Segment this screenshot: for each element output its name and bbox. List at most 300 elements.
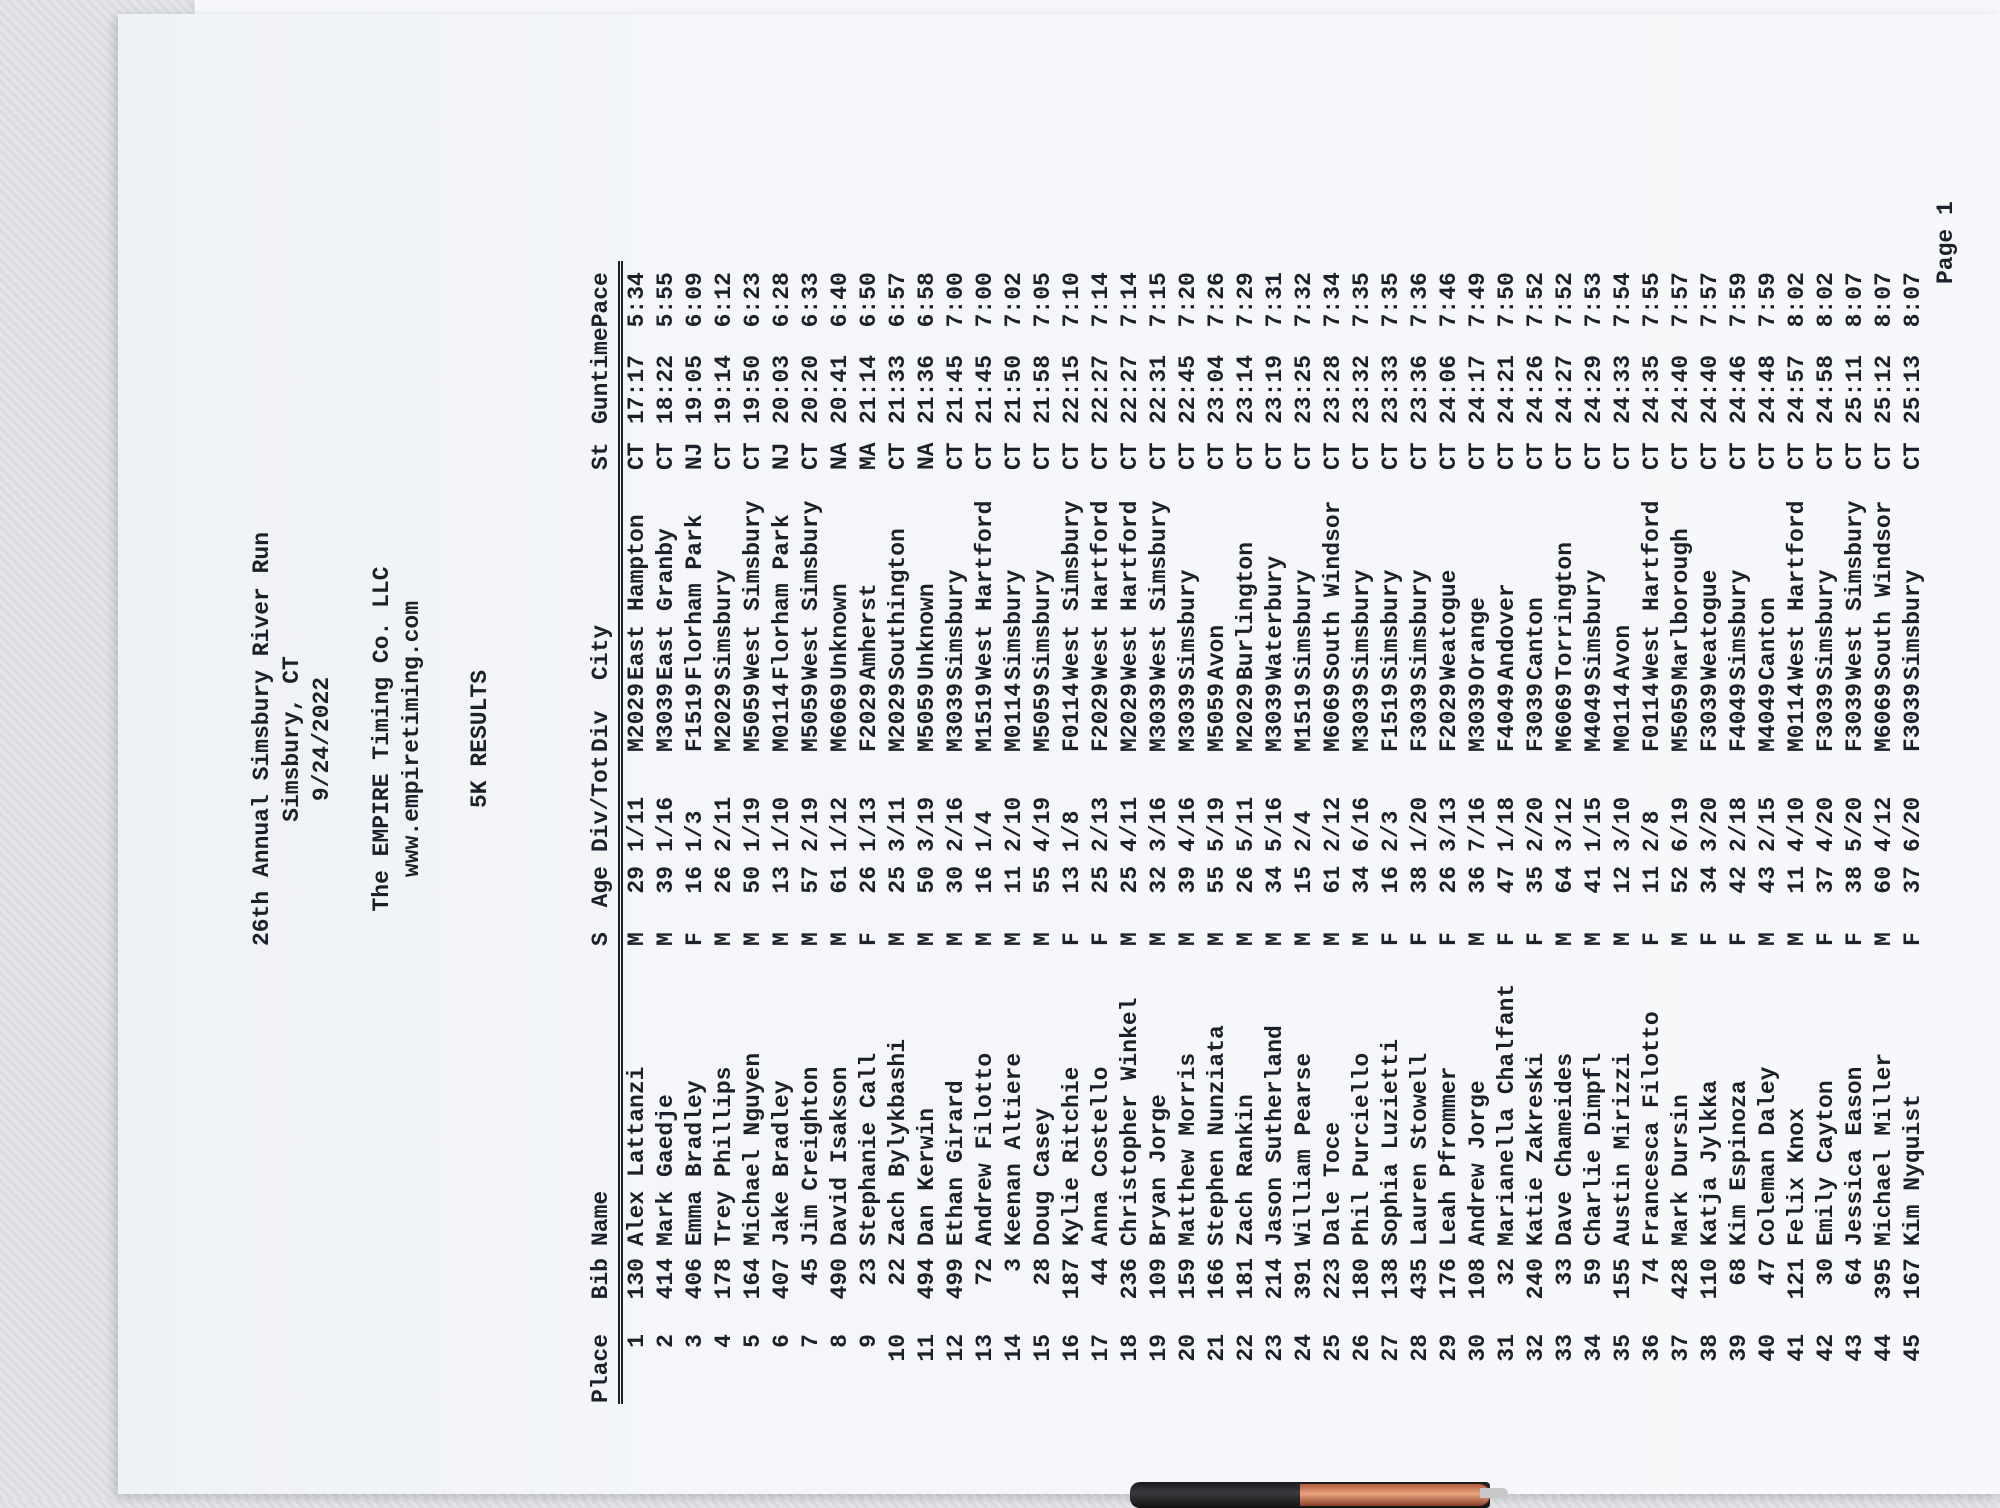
div-tot-cell: 2/15 [1755, 796, 1781, 852]
sex-cell: F [856, 932, 882, 946]
city-cell: Orange [1465, 597, 1491, 680]
guntime-cell: 24:46 [1726, 354, 1752, 424]
table-row [1406, 261, 1435, 1404]
bib-cell: 59 [1581, 1258, 1607, 1286]
table-row [1029, 261, 1058, 1404]
div-cell: M3039 [1262, 682, 1288, 752]
sex-cell: M [1610, 932, 1636, 946]
name-cell: Katie Zakreski [1523, 1052, 1549, 1246]
div-cell: F3039 [1407, 682, 1433, 752]
div-cell: M1519 [972, 682, 998, 752]
div-cell: M5059 [798, 682, 824, 752]
div-tot-cell: 3/19 [914, 796, 940, 852]
age-cell: 26 [1436, 866, 1462, 894]
table-row [797, 261, 826, 1404]
bib-cell: 72 [972, 1258, 998, 1286]
city-cell: Simsbury [1030, 569, 1056, 680]
pen-trim [1300, 1484, 1490, 1506]
div-tot-cell: 4/11 [1117, 796, 1143, 852]
div-cell: M4049 [1581, 682, 1607, 752]
place-cell: 31 [1494, 1334, 1520, 1362]
guntime-cell: 21:14 [856, 354, 882, 424]
name-cell: Katja Jylkka [1697, 1080, 1723, 1246]
table-row [1290, 261, 1319, 1404]
sex-cell: F [1378, 932, 1404, 946]
sex-cell: F [1639, 932, 1665, 946]
table-row [1435, 261, 1464, 1404]
div-tot-cell: 1/16 [653, 796, 679, 852]
city-cell: Simsbury [1407, 569, 1433, 680]
guntime-cell: 23:04 [1204, 354, 1230, 424]
pace-cell: 7:00 [943, 272, 969, 328]
table-row [971, 261, 1000, 1404]
pace-cell: 6:09 [682, 272, 708, 328]
city-cell: West Hartford [1639, 500, 1665, 680]
bib-cell: 44 [1088, 1258, 1114, 1286]
guntime-cell: 18:22 [653, 354, 679, 424]
age-cell: 12 [1610, 866, 1636, 894]
sex-cell: M [1291, 932, 1317, 946]
guntime-cell: 21:58 [1030, 354, 1056, 424]
age-cell: 57 [798, 866, 824, 894]
state-cell: NA [914, 442, 940, 470]
age-cell: 36 [1465, 866, 1491, 894]
place-cell: 3 [682, 1334, 708, 1348]
sex-cell: M [885, 932, 911, 946]
table-row [1551, 261, 1580, 1404]
pace-cell: 7:26 [1204, 272, 1230, 328]
age-cell: 29 [624, 866, 650, 894]
guntime-cell: 24:33 [1610, 354, 1636, 424]
div-tot-cell: 2/10 [1001, 796, 1027, 852]
city-cell: Torrington [1552, 541, 1578, 680]
state-cell: CT [1059, 442, 1085, 470]
pace-cell: 6:33 [798, 272, 824, 328]
col-bib: Bib [587, 1246, 621, 1320]
pace-cell: 7:50 [1494, 272, 1520, 328]
table-row [855, 261, 884, 1404]
state-cell: CT [1726, 442, 1752, 470]
div-cell: M2029 [1233, 682, 1259, 752]
place-cell: 36 [1639, 1334, 1665, 1362]
guntime-cell: 24:40 [1697, 354, 1723, 424]
event-title: 26th Annual Simsbury River Run [249, 531, 275, 947]
pace-cell: 7:34 [1320, 272, 1346, 328]
city-cell: Simsbury [1291, 569, 1317, 680]
name-cell: Kylie Ritchie [1059, 1066, 1085, 1246]
sex-cell: M [914, 932, 940, 946]
name-cell: Keenan Altiere [1001, 1052, 1027, 1246]
div-cell: F3039 [1697, 682, 1723, 752]
bib-cell: 110 [1697, 1258, 1723, 1300]
pace-cell: 5:34 [624, 272, 650, 328]
bib-cell: 28 [1030, 1258, 1056, 1286]
div-cell: M5059 [1668, 682, 1694, 752]
guntime-cell: 23:25 [1291, 354, 1317, 424]
sex-cell: M [1552, 932, 1578, 946]
name-cell: Francesca Filotto [1639, 1011, 1665, 1246]
age-cell: 55 [1030, 866, 1056, 894]
age-cell: 15 [1291, 866, 1317, 894]
age-cell: 50 [914, 866, 940, 894]
age-cell: 41 [1581, 866, 1607, 894]
name-cell: Phil Purciello [1349, 1052, 1375, 1246]
div-cell: F0114 [1639, 682, 1665, 752]
age-cell: 43 [1755, 866, 1781, 894]
city-cell: West Simsbury [1842, 500, 1868, 680]
div-cell: M6069 [1871, 682, 1897, 752]
place-cell: 1 [624, 1334, 650, 1348]
city-cell: West Hartford [1117, 500, 1143, 680]
place-cell: 41 [1784, 1334, 1810, 1362]
col-state: St [587, 424, 621, 470]
name-cell: Zach Rankin [1233, 1094, 1259, 1246]
div-cell: M2029 [624, 682, 650, 752]
name-cell: Jason Sutherland [1262, 1025, 1288, 1246]
state-cell: CT [1117, 442, 1143, 470]
div-cell: F0114 [1059, 682, 1085, 752]
sex-cell: F [1900, 932, 1926, 946]
name-cell: Trey Phillips [711, 1066, 737, 1246]
table-row [1000, 261, 1029, 1404]
div-tot-cell: 6/16 [1349, 796, 1375, 852]
guntime-cell: 25:13 [1900, 354, 1926, 424]
div-cell: M2029 [1117, 682, 1143, 752]
pace-cell: 7:10 [1059, 272, 1085, 328]
div-tot-cell: 1/8 [1059, 810, 1085, 852]
city-cell: West Simsbury [740, 500, 766, 680]
div-cell: M5059 [1030, 682, 1056, 752]
sex-cell: M [1175, 932, 1201, 946]
age-cell: 11 [1001, 866, 1027, 894]
name-cell: Sophia Luzietti [1378, 1038, 1404, 1246]
pace-cell: 7:54 [1610, 272, 1636, 328]
pace-cell: 6:23 [740, 272, 766, 328]
results-table [587, 261, 1928, 1404]
age-cell: 38 [1407, 866, 1433, 894]
age-cell: 16 [1378, 866, 1404, 894]
bib-cell: 108 [1465, 1258, 1491, 1300]
sex-cell: M [1262, 932, 1288, 946]
city-cell: Simsbury [1001, 569, 1027, 680]
pace-cell: 7:53 [1581, 272, 1607, 328]
city-cell: Waterbury [1262, 555, 1288, 680]
bib-cell: 166 [1204, 1258, 1230, 1300]
bib-cell: 187 [1059, 1258, 1085, 1300]
results-sheet [118, 14, 2000, 1494]
div-cell: M2029 [711, 682, 737, 752]
place-cell: 20 [1175, 1334, 1201, 1362]
guntime-cell: 25:12 [1871, 354, 1897, 424]
div-tot-cell: 1/19 [740, 796, 766, 852]
guntime-cell: 21:33 [885, 354, 911, 424]
sex-cell: M [769, 932, 795, 946]
age-cell: 61 [1320, 866, 1346, 894]
table-row [1783, 261, 1812, 1404]
city-cell: Canton [1755, 597, 1781, 680]
age-cell: 37 [1900, 866, 1926, 894]
bib-cell: 428 [1668, 1258, 1694, 1300]
age-cell: 61 [827, 866, 853, 894]
name-cell: Jim Creighton [798, 1066, 824, 1246]
div-cell: F4049 [1494, 682, 1520, 752]
table-row [1522, 261, 1551, 1404]
state-cell: CT [1813, 442, 1839, 470]
div-cell: M4049 [1755, 682, 1781, 752]
city-cell: South Windsor [1871, 500, 1897, 680]
pace-cell: 7:35 [1378, 272, 1404, 328]
age-cell: 38 [1842, 866, 1868, 894]
sex-cell: F [1059, 932, 1085, 946]
state-cell: NJ [769, 442, 795, 470]
age-cell: 32 [1146, 866, 1172, 894]
col-guntime: Guntime [587, 327, 621, 424]
pace-cell: 6:28 [769, 272, 795, 328]
sex-cell: F [1697, 932, 1723, 946]
state-cell: CT [1407, 442, 1433, 470]
city-cell: Southington [885, 528, 911, 680]
bib-cell: 395 [1871, 1258, 1897, 1300]
age-cell: 25 [1117, 866, 1143, 894]
city-cell: Avon [1204, 624, 1230, 680]
name-cell: Andrew Jorge [1465, 1080, 1491, 1246]
div-cell: M6069 [1552, 682, 1578, 752]
div-tot-cell: 1/3 [682, 810, 708, 852]
div-cell: F2029 [856, 682, 882, 752]
name-cell: Marianella Chalfant [1494, 983, 1520, 1246]
bib-cell: 138 [1378, 1258, 1404, 1300]
div-tot-cell: 2/20 [1523, 796, 1549, 852]
name-cell: Coleman Daley [1755, 1066, 1781, 1246]
div-cell: M0114 [1784, 682, 1810, 752]
bib-cell: 121 [1784, 1258, 1810, 1300]
state-cell: CT [1697, 442, 1723, 470]
name-cell: Michael Miller [1871, 1052, 1897, 1246]
place-cell: 35 [1610, 1334, 1636, 1362]
guntime-cell: 24:29 [1581, 354, 1607, 424]
div-cell: M3039 [1465, 682, 1491, 752]
place-cell: 12 [943, 1334, 969, 1362]
pace-cell: 7:14 [1117, 272, 1143, 328]
table-row [739, 261, 768, 1404]
div-cell: M1519 [1291, 682, 1317, 752]
sex-cell: M [1465, 932, 1491, 946]
pace-cell: 8:02 [1784, 272, 1810, 328]
age-cell: 47 [1494, 866, 1520, 894]
div-cell: M2029 [885, 682, 911, 752]
state-cell: CT [1436, 442, 1462, 470]
place-cell: 21 [1204, 1334, 1230, 1362]
div-tot-cell: 2/12 [1320, 796, 1346, 852]
city-cell: South Windsor [1320, 500, 1346, 680]
table-row [1493, 261, 1522, 1404]
table-row [1116, 261, 1145, 1404]
state-cell: CT [1088, 442, 1114, 470]
name-cell: Emily Cayton [1813, 1080, 1839, 1246]
bib-cell: 435 [1407, 1258, 1433, 1300]
div-tot-cell: 1/20 [1407, 796, 1433, 852]
place-cell: 15 [1030, 1334, 1056, 1362]
table-row [1870, 261, 1899, 1404]
place-cell: 2 [653, 1334, 679, 1348]
div-cell: M3039 [943, 682, 969, 752]
bib-cell: 130 [624, 1258, 650, 1300]
sex-cell: M [1784, 932, 1810, 946]
place-cell: 22 [1233, 1334, 1259, 1362]
bib-cell: 414 [653, 1258, 679, 1300]
div-cell: M3039 [1146, 682, 1172, 752]
div-tot-cell: 5/19 [1204, 796, 1230, 852]
div-tot-cell: 2/8 [1639, 810, 1665, 852]
pace-cell: 7:46 [1436, 272, 1462, 328]
guntime-cell: 23:19 [1262, 354, 1288, 424]
city-cell: Unknown [827, 583, 853, 680]
state-cell: CT [1610, 442, 1636, 470]
pace-cell: 5:55 [653, 272, 679, 328]
guntime-cell: 19:05 [682, 354, 708, 424]
place-cell: 30 [1465, 1334, 1491, 1362]
place-cell: 24 [1291, 1334, 1317, 1362]
div-cell: F4049 [1726, 682, 1752, 752]
pace-cell: 7:02 [1001, 272, 1027, 328]
bib-cell: 181 [1233, 1258, 1259, 1300]
sex-cell: M [624, 932, 650, 946]
age-cell: 42 [1726, 866, 1752, 894]
guntime-cell: 21:45 [943, 354, 969, 424]
guntime-cell: 24:57 [1784, 354, 1810, 424]
state-cell: NJ [682, 442, 708, 470]
pace-cell: 7:55 [1639, 272, 1665, 328]
city-cell: West Simsbury [798, 500, 824, 680]
age-cell: 25 [885, 866, 911, 894]
name-cell: Stephanie Call [856, 1052, 882, 1246]
div-cell: M0114 [1610, 682, 1636, 752]
state-cell: CT [1494, 442, 1520, 470]
table-row [1899, 261, 1928, 1404]
event-date: 9/24/2022 [309, 676, 335, 802]
div-tot-cell: 4/12 [1871, 796, 1897, 852]
city-cell: Simsbury [1581, 569, 1607, 680]
div-tot-cell: 3/10 [1610, 796, 1636, 852]
state-cell: NA [827, 442, 853, 470]
col-place: Place [587, 1320, 621, 1404]
place-cell: 33 [1552, 1334, 1578, 1362]
sex-cell: M [653, 932, 679, 946]
results-body [621, 261, 1929, 1404]
sex-cell: F [1436, 932, 1462, 946]
div-cell: M3039 [653, 682, 679, 752]
pace-cell: 6:57 [885, 272, 911, 328]
guntime-cell: 21:50 [1001, 354, 1027, 424]
state-cell: CT [1320, 442, 1346, 470]
pace-cell: 8:07 [1900, 272, 1926, 328]
div-tot-cell: 3/11 [885, 796, 911, 852]
div-tot-cell: 5/20 [1842, 796, 1868, 852]
sex-cell: M [1001, 932, 1027, 946]
guntime-cell: 21:45 [972, 354, 998, 424]
table-row [1754, 261, 1783, 1404]
name-cell: Leah Pfrommer [1436, 1066, 1462, 1246]
guntime-cell: 24:17 [1465, 354, 1491, 424]
state-cell: CT [1233, 442, 1259, 470]
place-cell: 17 [1088, 1334, 1114, 1362]
pace-cell: 7:59 [1755, 272, 1781, 328]
place-cell: 34 [1581, 1334, 1607, 1362]
pace-cell: 7:36 [1407, 272, 1433, 328]
age-cell: 50 [740, 866, 766, 894]
div-tot-cell: 4/10 [1784, 796, 1810, 852]
state-cell: CT [1581, 442, 1607, 470]
pace-cell: 8:07 [1842, 272, 1868, 328]
place-cell: 5 [740, 1334, 766, 1348]
state-cell: CT [1146, 442, 1172, 470]
div-tot-cell: 3/12 [1552, 796, 1578, 852]
pace-cell: 7:49 [1465, 272, 1491, 328]
div-cell: F3039 [1813, 682, 1839, 752]
age-cell: 35 [1523, 866, 1549, 894]
pace-cell: 6:40 [827, 272, 853, 328]
state-cell: CT [1175, 442, 1201, 470]
sex-cell: M [1146, 932, 1172, 946]
place-cell: 8 [827, 1334, 853, 1348]
age-cell: 39 [653, 866, 679, 894]
city-cell: Simsbury [1175, 569, 1201, 680]
city-cell: Marlborough [1668, 528, 1694, 680]
bib-cell: 407 [769, 1258, 795, 1300]
sex-cell: M [1349, 932, 1375, 946]
name-cell: Mark Dursin [1668, 1094, 1694, 1246]
table-row [1232, 261, 1261, 1404]
state-cell: CT [1291, 442, 1317, 470]
guntime-cell: 24:48 [1755, 354, 1781, 424]
pace-cell: 7:59 [1726, 272, 1752, 328]
table-row [681, 261, 710, 1404]
bib-cell: 47 [1755, 1258, 1781, 1286]
bib-cell: 23 [856, 1258, 882, 1286]
name-cell: Kim Nyquist [1900, 1094, 1926, 1246]
pace-cell: 6:58 [914, 272, 940, 328]
state-cell: CT [1784, 442, 1810, 470]
state-cell: CT [1842, 442, 1868, 470]
sex-cell: M [972, 932, 998, 946]
guntime-cell: 23:33 [1378, 354, 1404, 424]
place-cell: 26 [1349, 1334, 1375, 1362]
div-cell: M3039 [1175, 682, 1201, 752]
state-cell: CT [1755, 442, 1781, 470]
div-tot-cell: 2/19 [798, 796, 824, 852]
bib-cell: 159 [1175, 1258, 1201, 1300]
div-cell: M6069 [827, 682, 853, 752]
div-tot-cell: 2/3 [1378, 810, 1404, 852]
div-cell: F2029 [1436, 682, 1462, 752]
place-cell: 40 [1755, 1334, 1781, 1362]
bib-cell: 45 [798, 1258, 824, 1286]
age-cell: 11 [1784, 866, 1810, 894]
name-cell: Kim Espinoza [1726, 1080, 1752, 1246]
name-cell: Matthew Morris [1175, 1052, 1201, 1246]
name-cell: Ethan Girard [943, 1080, 969, 1246]
bib-cell: 3 [1001, 1258, 1027, 1272]
sex-cell: M [1117, 932, 1143, 946]
timing-company: The EMPIRE Timing Co. LLC [369, 566, 395, 912]
table-row [1203, 261, 1232, 1404]
div-cell: F3039 [1842, 682, 1868, 752]
pace-cell: 7:00 [972, 272, 998, 328]
event-location: Simsbury, CT [279, 656, 305, 822]
age-cell: 34 [1697, 866, 1723, 894]
bib-cell: 109 [1146, 1258, 1172, 1300]
city-cell: Weatogue [1697, 569, 1723, 680]
